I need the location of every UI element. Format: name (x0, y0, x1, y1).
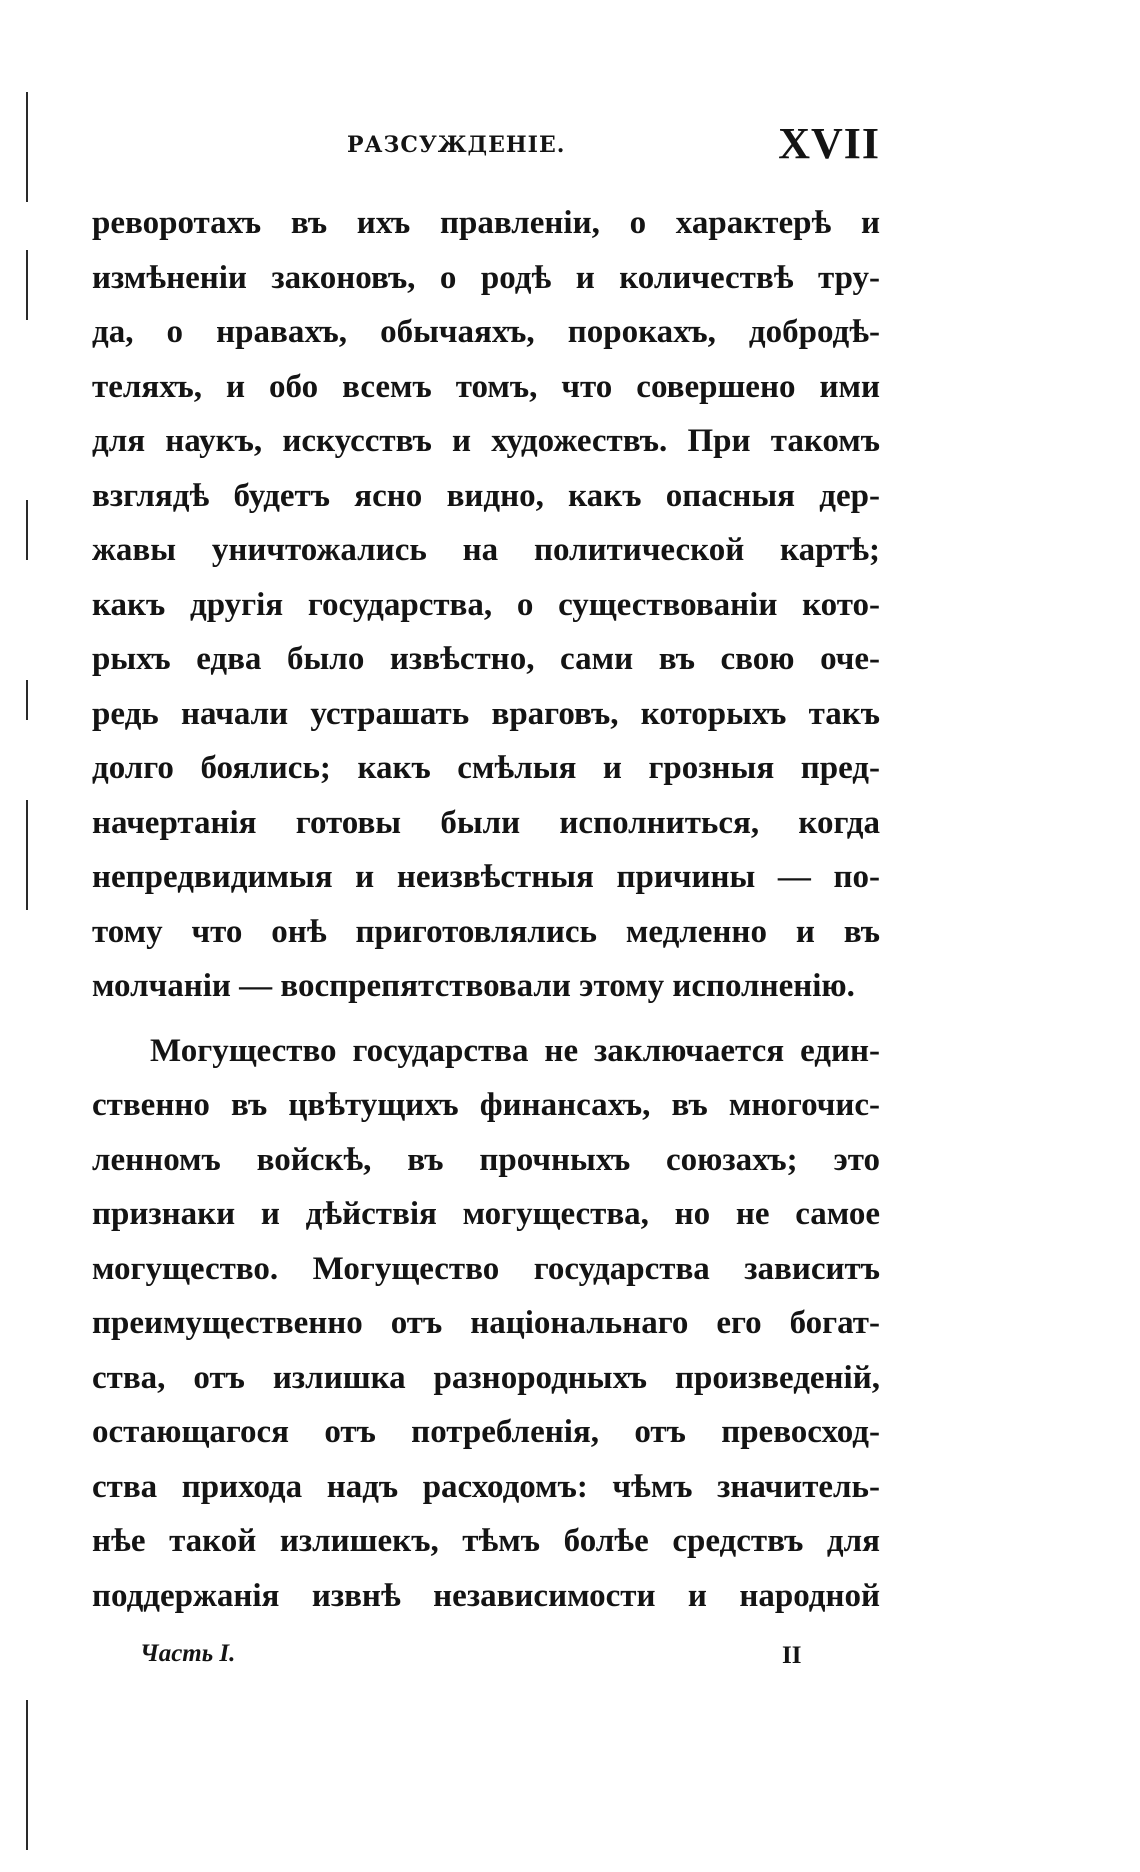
scan-edge-mark (26, 1700, 28, 1850)
paragraph (92, 1024, 880, 1624)
text-line: непредвидимыя и неизвѣстныя причины — по- (92, 859, 880, 895)
text-line: реворотахъ въ ихъ правленіи, о характерѣ и (92, 205, 880, 241)
text-line: для наукъ, искусствъ и художествъ. При такомъ (92, 423, 880, 459)
paragraph-gap (92, 1014, 880, 1024)
text-line: молчаніи — воспрепятствовали этому исполненію. (92, 968, 855, 1004)
running-head (92, 118, 880, 178)
text-line: тому что онѣ приготовлялись медленно и въ (92, 913, 880, 950)
paragraph (92, 196, 880, 1014)
text-line: преимущественно отъ національнаго его богат- (92, 1305, 880, 1341)
text-line: признаки и дѣйствія могущества, но не самое (92, 1196, 880, 1232)
scan-edge-mark (26, 500, 28, 560)
scan-edge-mark (26, 680, 28, 720)
text-line: взглядѣ будетъ ясно видно, какъ опасныя дер- (92, 477, 880, 514)
text-line: нѣе такой излишекъ, тѣмъ болѣе средствъ для (92, 1523, 880, 1559)
text-line: какъ другія государства, о существованіи кото- (92, 586, 880, 623)
scan-edge-mark (26, 800, 28, 910)
running-title: РАЗСУЖДЕНІЕ. (347, 132, 566, 158)
text-line: могущество. Могущество государства зависитъ (92, 1250, 880, 1287)
text-line: редь начали устрашать враговъ, которыхъ такъ (92, 695, 880, 732)
text-line: жавы уничтожались на политической картѣ; (92, 532, 880, 568)
part-label: Часть I. (140, 1640, 236, 1667)
text-line: да, о нравахъ, обычаяхъ, порокахъ, добродѣ- (92, 314, 880, 350)
text-line: ства, отъ излишка разнородныхъ произведеній, (92, 1359, 880, 1396)
text-line: начертанія готовы были исполниться, когда (92, 804, 880, 841)
text-line: долго боялись; какъ смѣлыя и грозныя пред- (92, 750, 880, 786)
text-line: ленномъ войскѣ, въ прочныхъ союзахъ; это (92, 1141, 880, 1178)
text-line: рыхъ едва было извѣстно, сами въ свою оче- (92, 641, 880, 677)
body-text (92, 196, 880, 1623)
text-line: измѣненіи законовъ, о родѣ и количествѣ тру- (92, 259, 880, 296)
scan-edge-mark (26, 250, 28, 320)
page-number: XVII (778, 119, 880, 168)
text-line: ства прихода надъ расходомъ: чѣмъ значитель- (92, 1468, 880, 1505)
text-line: ственно въ цвѣтущихъ финансахъ, въ многочис- (92, 1087, 880, 1123)
signature-mark: II (782, 1642, 802, 1669)
text-line: Могущество государства не заключается един- (150, 1032, 880, 1069)
text-line: теляхъ, и обо всемъ томъ, что совершено ими (92, 368, 880, 405)
page-footer (92, 1640, 880, 1680)
text-line: поддержанія извнѣ независимости и народной (92, 1577, 880, 1614)
scan-edge-mark (26, 92, 28, 202)
text-line: остающагося отъ потребленія, отъ превосход- (92, 1414, 880, 1450)
